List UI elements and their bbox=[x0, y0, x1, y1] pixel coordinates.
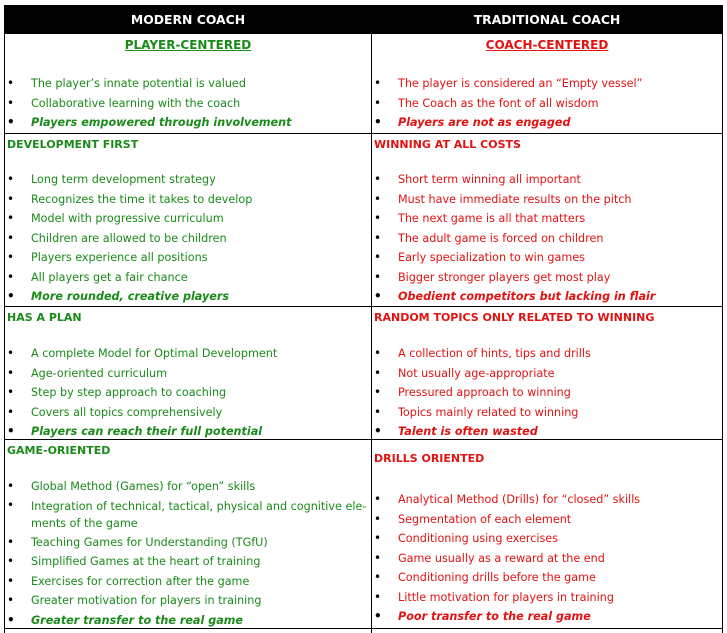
item-list bbox=[5, 170, 371, 307]
list-item: • A collection of hints, tips and drills bbox=[372, 344, 722, 364]
list-item: • Segmentation of each element bbox=[372, 510, 722, 530]
section-drills-oriented bbox=[372, 439, 722, 629]
column-header-traditional: TRADITIONAL COACH bbox=[372, 6, 722, 34]
list-item: • Early specialization to win games bbox=[372, 248, 722, 268]
list-item: • Conditioning drills before the game bbox=[372, 568, 722, 588]
list-item: • Recognizes the time it takes to develop bbox=[5, 190, 371, 210]
list-item: • Teaching Games for Understanding (TGfU) bbox=[5, 533, 371, 553]
section-player-centered bbox=[5, 34, 371, 135]
list-item: • Children are allowed to be children bbox=[5, 229, 371, 249]
list-item: • The player is considered an “Empty vessel” bbox=[372, 74, 722, 94]
list-item: • Integration of technical, tactical, physical and cognitive ele-ments of the game bbox=[5, 497, 371, 533]
section-has-a-plan bbox=[5, 306, 371, 439]
list-item: • Not usually age-appropriate bbox=[372, 364, 722, 384]
list-item: • Little motivation for players in training bbox=[372, 588, 722, 608]
list-item: • Model with progressive curriculum bbox=[5, 209, 371, 229]
list-item: • Covers all topics comprehensively bbox=[5, 403, 371, 423]
traditional-coach-column bbox=[372, 6, 722, 633]
list-item: • The Coach as the font of all wisdom bbox=[372, 94, 722, 114]
list-item: • Simplified Games at the heart of training bbox=[5, 552, 371, 572]
section-random-topics bbox=[372, 306, 722, 439]
list-item: • Step by step approach to coaching bbox=[5, 383, 371, 403]
list-item: • Obedient competitors but lacking in flair bbox=[372, 287, 722, 307]
section-title: PLAYER-CENTERED bbox=[124, 38, 252, 52]
list-item: • Greater transfer to the real game bbox=[5, 611, 371, 631]
list-item: • Pressured approach to winning bbox=[372, 383, 722, 403]
list-item: • Conditioning using exercises bbox=[372, 529, 722, 549]
item-list bbox=[372, 344, 722, 442]
table-bottom-rule bbox=[5, 628, 722, 629]
section-title: COACH-CENTERED bbox=[485, 38, 609, 52]
item-list bbox=[372, 74, 722, 133]
list-item: • All players get a fair chance bbox=[5, 268, 371, 288]
list-item: • Short term winning all important bbox=[372, 170, 722, 190]
section-winning-at-all-costs bbox=[372, 133, 722, 304]
column-header-modern: MODERN COACH bbox=[5, 6, 371, 34]
list-item: • Greater motivation for players in training bbox=[5, 591, 371, 611]
list-item: • More rounded, creative players bbox=[5, 287, 371, 307]
list-item: • The player’s innate potential is valued bbox=[5, 74, 371, 94]
list-item: • Game usually as a reward at the end bbox=[372, 549, 722, 569]
section-development-first bbox=[5, 133, 371, 304]
section-title: DEVELOPMENT FIRST bbox=[7, 138, 139, 151]
section-coach-centered bbox=[372, 34, 722, 135]
comparison-table bbox=[4, 5, 723, 633]
item-list bbox=[5, 74, 371, 133]
section-title: GAME-ORIENTED bbox=[7, 444, 111, 457]
section-title: DRILLS ORIENTED bbox=[374, 452, 485, 465]
item-list bbox=[372, 170, 722, 307]
list-item: • Age-oriented curriculum bbox=[5, 364, 371, 384]
section-title: WINNING AT ALL COSTS bbox=[374, 138, 521, 151]
list-item: • Poor transfer to the real game bbox=[372, 607, 722, 627]
list-item: • Must have immediate results on the pitch bbox=[372, 190, 722, 210]
list-item: • Exercises for correction after the game bbox=[5, 572, 371, 592]
item-list bbox=[5, 477, 371, 630]
modern-coach-column bbox=[5, 6, 372, 633]
list-item: • Talent is often wasted bbox=[372, 422, 722, 442]
section-title: RANDOM TOPICS ONLY RELATED TO WINNING bbox=[374, 311, 655, 324]
item-list bbox=[5, 344, 371, 442]
list-item: • The adult game is forced on children bbox=[372, 229, 722, 249]
list-item: • Long term development strategy bbox=[5, 170, 371, 190]
list-item: • Bigger stronger players get most play bbox=[372, 268, 722, 288]
list-item: • Players experience all positions bbox=[5, 248, 371, 268]
list-item: • Collaborative learning with the coach bbox=[5, 94, 371, 114]
list-item: • Players can reach their full potential bbox=[5, 422, 371, 442]
list-item: • A complete Model for Optimal Development bbox=[5, 344, 371, 364]
list-item: • Topics mainly related to winning bbox=[372, 403, 722, 423]
list-item: • Players are not as engaged bbox=[372, 113, 722, 133]
list-item: • Analytical Method (Drills) for “closed” skills bbox=[372, 490, 722, 510]
item-list bbox=[372, 490, 722, 627]
section-game-oriented bbox=[5, 439, 371, 629]
section-title: HAS A PLAN bbox=[7, 311, 82, 324]
list-item: • The next game is all that matters bbox=[372, 209, 722, 229]
list-item: • Global Method (Games) for “open” skills bbox=[5, 477, 371, 497]
list-item: • Players empowered through involvement bbox=[5, 113, 371, 133]
